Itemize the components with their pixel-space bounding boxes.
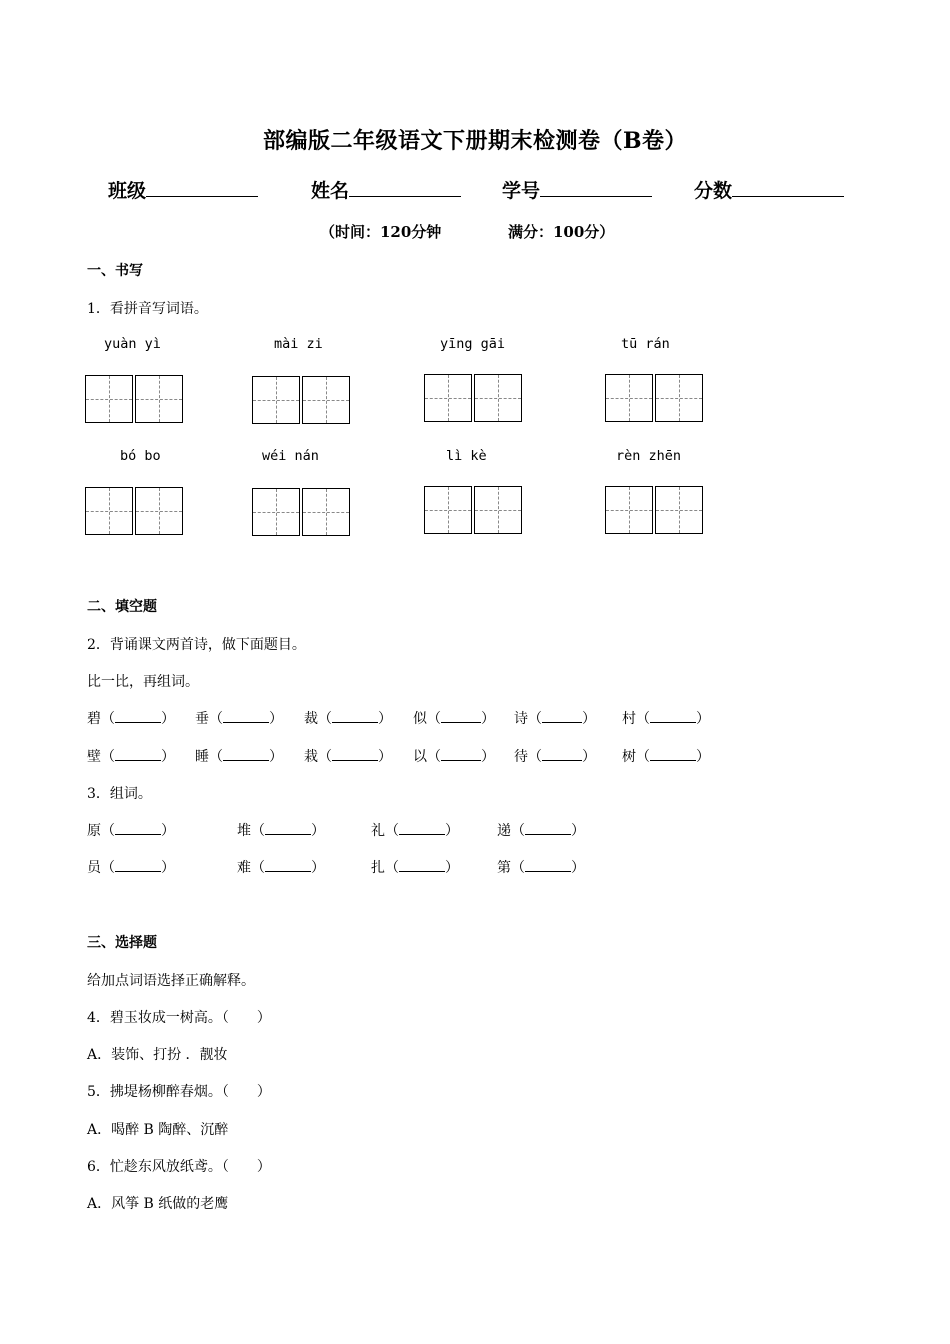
- fill-item[interactable]: 裁（ ）: [304, 711, 392, 727]
- pinyin-3: yīng gāi: [440, 336, 506, 352]
- writing-box[interactable]: [302, 376, 350, 424]
- class-blank[interactable]: [146, 178, 258, 197]
- writing-box[interactable]: [135, 375, 183, 423]
- pinyin-6: wéi nán: [262, 448, 319, 464]
- writing-box[interactable]: [655, 374, 703, 422]
- question-4: 4．碧玉妆成一树高。（ ）: [87, 1010, 271, 1026]
- name-blank[interactable]: [349, 178, 461, 197]
- writing-box[interactable]: [85, 375, 133, 423]
- writing-box[interactable]: [252, 488, 300, 536]
- fill-item[interactable]: 扎（ ）: [371, 860, 459, 876]
- section-1-heading: 一、书写: [87, 263, 143, 279]
- score-blank[interactable]: [732, 178, 844, 197]
- writing-box[interactable]: [474, 374, 522, 422]
- fill-item[interactable]: 村（ ）: [622, 711, 710, 727]
- fill-item[interactable]: 递（ ）: [497, 823, 585, 839]
- pinyin-1: yuàn yì: [104, 336, 161, 352]
- time-limit: （时间：120分钟: [320, 223, 442, 241]
- question-6-options: A．风筝 B 纸做的老鹰: [87, 1196, 229, 1212]
- question-5-options: A．喝醉 B 陶醉、沉醉: [87, 1122, 229, 1138]
- fill-item[interactable]: 礼（ ）: [371, 823, 459, 839]
- class-label: 班级: [108, 180, 147, 202]
- fill-item[interactable]: 第（ ）: [497, 860, 585, 876]
- total-score: 满分：100分）: [508, 223, 615, 241]
- section-3-heading: 三、选择题: [87, 935, 157, 951]
- fill-item[interactable]: 似（ ）: [413, 711, 495, 727]
- class-field[interactable]: [108, 176, 258, 203]
- question-3: 3．组词。: [87, 786, 152, 802]
- fill-item[interactable]: 垂（ ）: [195, 711, 283, 727]
- writing-box[interactable]: [605, 486, 653, 534]
- fill-item[interactable]: 树（ ）: [622, 749, 710, 765]
- question-2: 2．背诵课文两首诗，做下面题目。: [87, 637, 306, 653]
- student-id-blank[interactable]: [540, 178, 652, 197]
- choice-instruction: 给加点词语选择正确解释。: [87, 973, 255, 989]
- fill-item[interactable]: 待（ ）: [514, 749, 596, 765]
- fill-item[interactable]: 栽（ ）: [304, 749, 392, 765]
- student-id-field[interactable]: [502, 176, 652, 203]
- question-1: 1．看拼音写词语。: [87, 301, 208, 317]
- pinyin-8: rèn zhēn: [616, 448, 682, 464]
- writing-box[interactable]: [252, 376, 300, 424]
- name-label: 姓名: [311, 180, 350, 202]
- writing-box[interactable]: [85, 487, 133, 535]
- fill-item[interactable]: 堆（ ）: [237, 823, 325, 839]
- writing-box[interactable]: [424, 486, 472, 534]
- pinyin-2: mài zi: [274, 336, 323, 352]
- question-6: 6．忙趁东风放纸鸢。（ ）: [87, 1159, 271, 1175]
- writing-box[interactable]: [655, 486, 703, 534]
- fill-item[interactable]: 碧（ ）: [87, 711, 175, 727]
- fill-item[interactable]: 员（ ）: [87, 860, 175, 876]
- question-4-options: A．装饰、打扮 ．靓妆: [87, 1047, 228, 1063]
- name-field[interactable]: [311, 176, 461, 203]
- writing-box[interactable]: [135, 487, 183, 535]
- writing-box[interactable]: [302, 488, 350, 536]
- page-title: 部编版二年级语文下册期末检测卷（B卷）: [262, 128, 688, 154]
- score-label: 分数: [694, 180, 733, 202]
- pinyin-5: bó bo: [120, 448, 161, 464]
- fill-item[interactable]: 以（ ）: [413, 749, 495, 765]
- fill-item[interactable]: 壁（ ）: [87, 749, 175, 765]
- pinyin-4: tū rán: [621, 336, 670, 352]
- pinyin-7: lì kè: [446, 448, 487, 464]
- writing-box[interactable]: [474, 486, 522, 534]
- question-5: 5．拂堤杨柳醉春烟。（ ）: [87, 1084, 271, 1100]
- writing-box[interactable]: [605, 374, 653, 422]
- compare-instruction: 比一比，再组词。: [87, 674, 199, 690]
- score-field[interactable]: [694, 176, 844, 203]
- writing-box[interactable]: [424, 374, 472, 422]
- fill-item[interactable]: 诗（ ）: [514, 711, 596, 727]
- section-2-heading: 二、填空题: [87, 599, 157, 615]
- fill-item[interactable]: 原（ ）: [87, 823, 175, 839]
- fill-item[interactable]: 睡（ ）: [195, 749, 283, 765]
- fill-item[interactable]: 难（ ）: [237, 860, 325, 876]
- student-id-label: 学号: [502, 180, 541, 202]
